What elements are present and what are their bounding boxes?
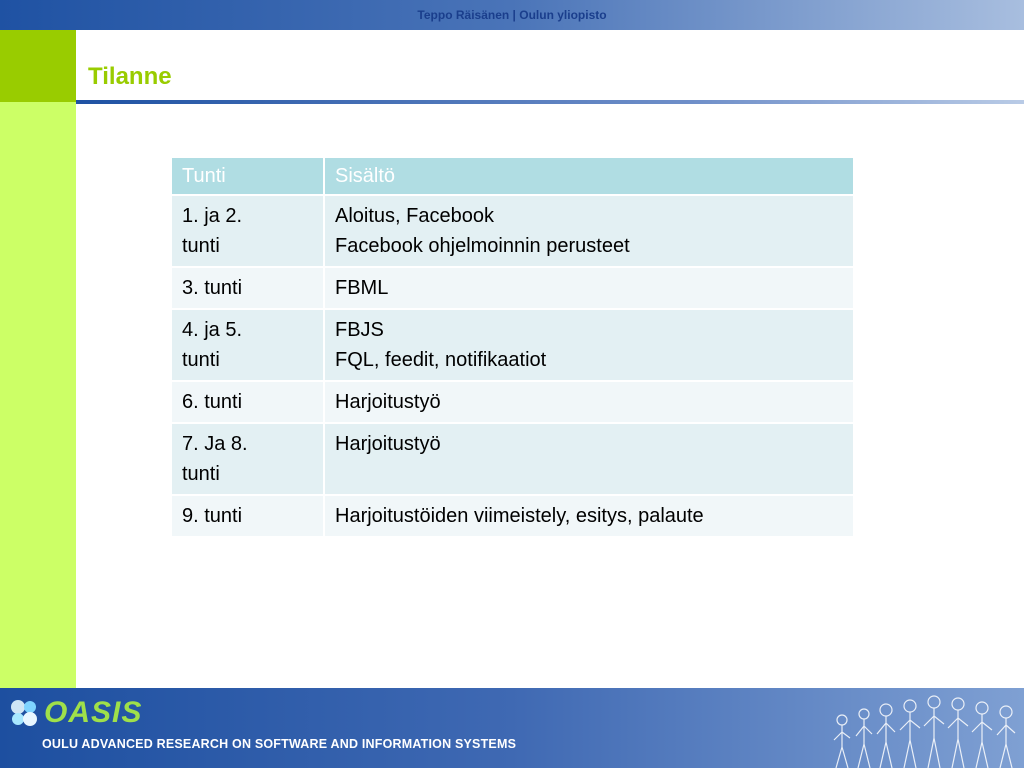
cell-sisalto [324, 381, 854, 423]
oasis-logo-icon [8, 698, 42, 728]
cell-text: Harjoitustyö [335, 391, 441, 413]
table-row [171, 309, 854, 381]
cell-sisalto [324, 495, 854, 537]
cell-tunti [171, 267, 324, 309]
title-divider [76, 100, 1024, 104]
cell-text: 1. ja 2. [182, 205, 243, 227]
column-header-tunti: Tunti [171, 157, 324, 195]
cell-sisalto [324, 423, 854, 495]
column-header-sisalto: Sisältö [324, 157, 854, 195]
cell-sisalto [324, 309, 854, 381]
cell-text: Harjoitustöiden viimeistely, esitys, palaute [335, 505, 704, 527]
header-author: Teppo Räisänen | Oulun yliopisto [417, 8, 607, 22]
table-row [171, 381, 854, 423]
cell-tunti [171, 381, 324, 423]
cell-tunti [171, 309, 324, 381]
cell-text: tunti [182, 463, 220, 485]
cell-tunti [171, 195, 324, 267]
cell-tunti [171, 495, 324, 537]
table-row [171, 267, 854, 309]
cell-text: Aloitus, Facebook [335, 205, 494, 227]
organization-name: OULU ADVANCED RESEARCH ON SOFTWARE AND INFORMATION SYSTEMS [42, 737, 517, 751]
cell-tunti [171, 423, 324, 495]
table-row [171, 195, 854, 267]
cell-text: FQL, feedit, notifikaatiot [335, 349, 547, 371]
accent-block [0, 30, 76, 102]
table-row [171, 423, 854, 495]
cell-text: 9. tunti [182, 505, 243, 527]
table-header-row [171, 157, 854, 195]
cell-text: 7. Ja 8. [182, 433, 248, 455]
cell-sisalto [324, 195, 854, 267]
cell-text: FBML [335, 277, 389, 299]
cell-text: 6. tunti [182, 391, 243, 413]
people-silhouettes-icon [828, 692, 1024, 768]
oasis-logo-text: OASIS [44, 696, 143, 729]
cell-sisalto [324, 267, 854, 309]
table-row [171, 495, 854, 537]
slide-title: Tilanne [88, 63, 172, 90]
cell-text: FBJS [335, 319, 384, 341]
cell-text: tunti [182, 349, 220, 371]
cell-text: Harjoitustyö [335, 433, 441, 455]
cell-text: Facebook ohjelmoinnin perusteet [335, 235, 630, 257]
side-band [0, 102, 76, 688]
cell-text: 4. ja 5. [182, 319, 243, 341]
oasis-logo [8, 697, 142, 729]
schedule-table [170, 156, 855, 538]
cell-text: 3. tunti [182, 277, 243, 299]
cell-text: tunti [182, 235, 220, 257]
schedule-table-wrapper [170, 156, 853, 538]
